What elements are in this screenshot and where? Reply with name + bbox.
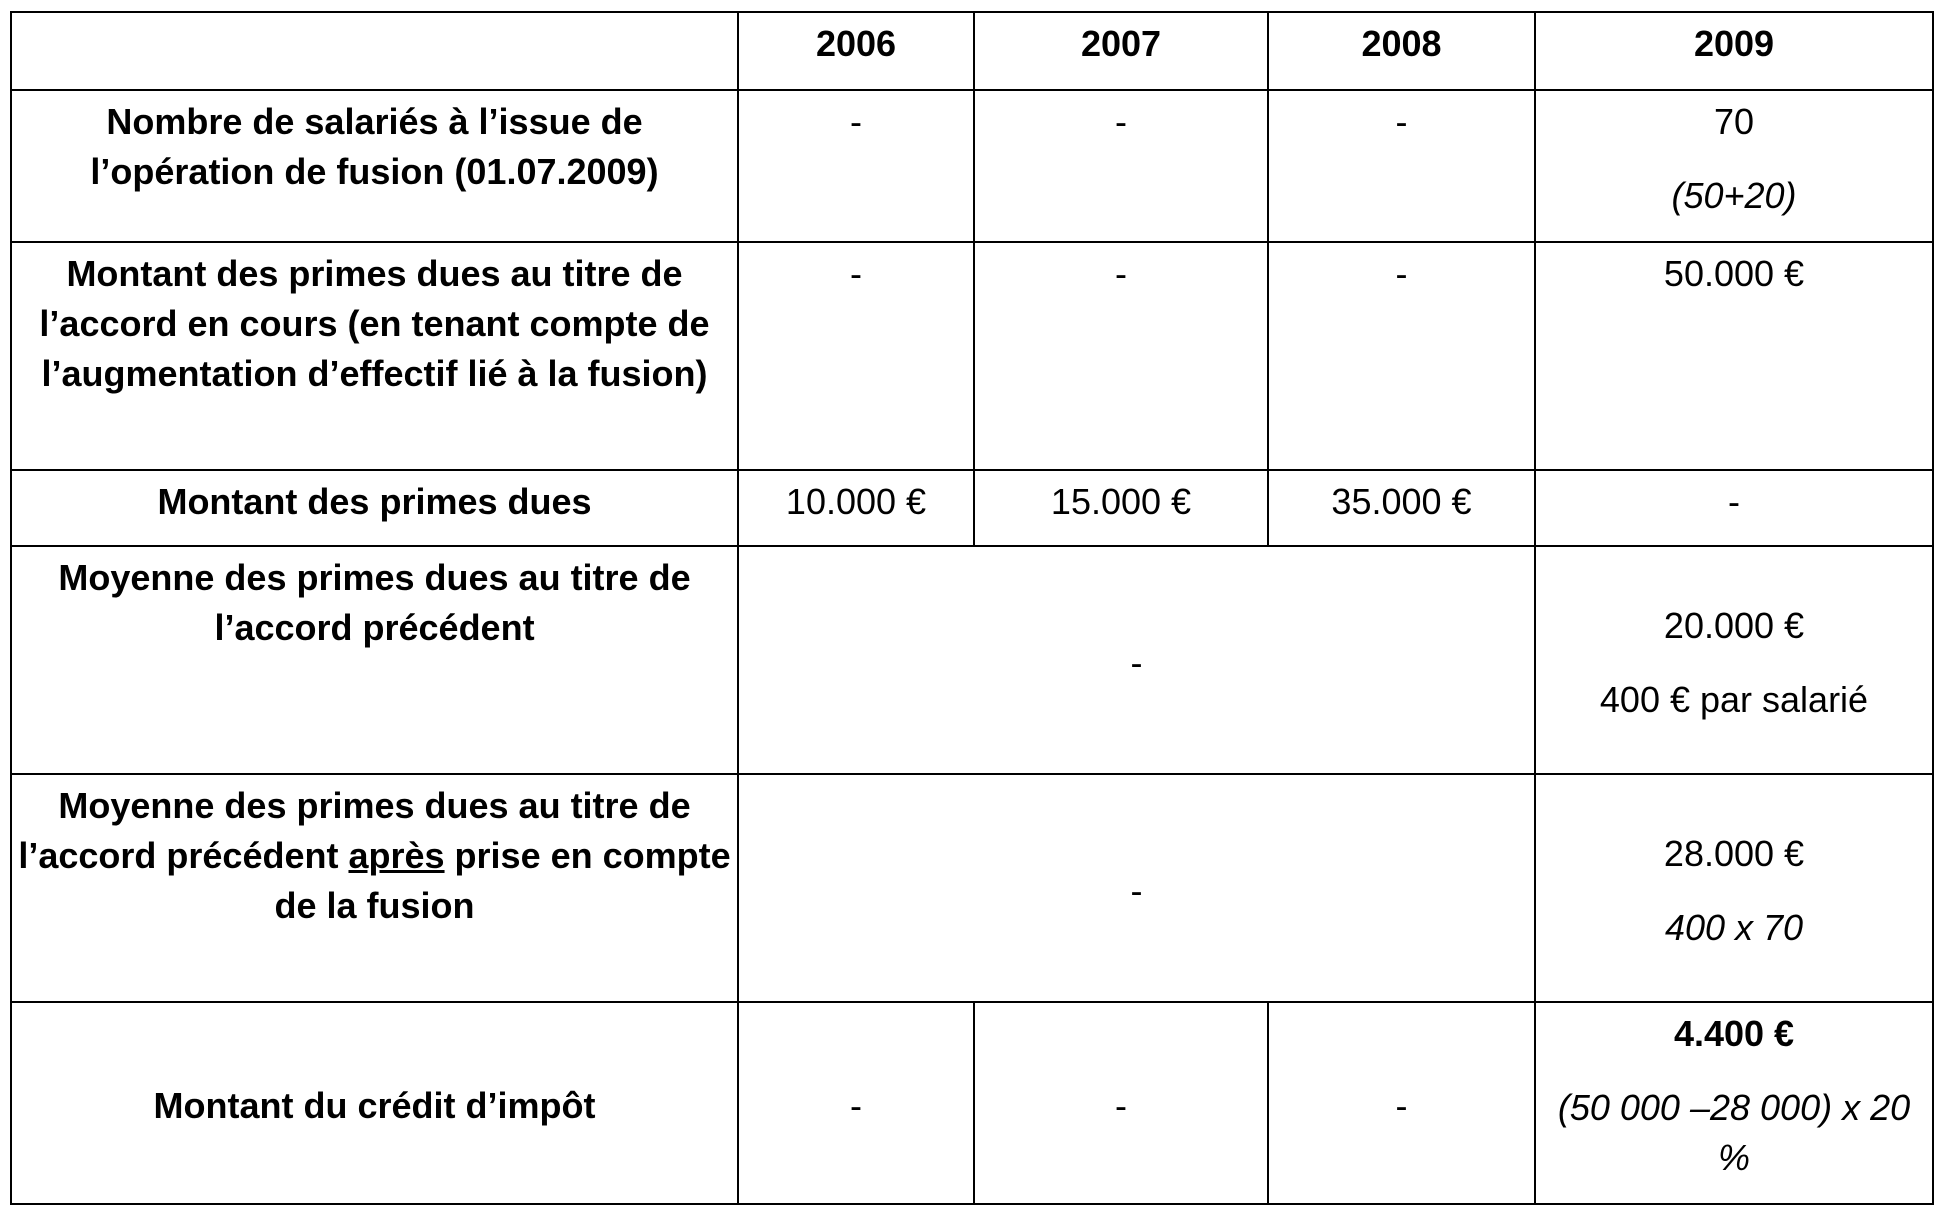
header-year-2006: 2006: [738, 12, 974, 90]
cell-salaries-2008: -: [1268, 90, 1535, 242]
credit-impot-2009-note: (50 000 –28 000) x 20 %: [1557, 1087, 1911, 1178]
row-label-primes-dues: Montant des primes dues: [11, 470, 738, 546]
header-year-2007: 2007: [974, 12, 1268, 90]
row-credit-impot: [11, 1002, 1933, 1204]
cell-salaries-2007: -: [974, 90, 1268, 242]
cell-primes-accord-en-cours-2008: -: [1268, 242, 1535, 470]
moyenne-precedent-2009-note: 400 € par salarié: [1599, 679, 1869, 720]
row-label-moyenne-precedent: Moyenne des primes dues au titre de l’accord précédent: [11, 546, 738, 774]
label-part-1: Moyenne des primes dues au titre de l’accord précédent: [18, 785, 691, 876]
cell-primes-dues-2009: -: [1535, 470, 1933, 546]
credit-impot-2009-value: 4.400 €: [1673, 1013, 1795, 1054]
cell-salaries-2006: -: [738, 90, 974, 242]
cell-credit-impot-2007: -: [974, 1002, 1268, 1204]
cell-moyenne-precedent-2006-2008: -: [738, 546, 1535, 774]
label-underlined-apres: après: [348, 835, 445, 876]
cell-credit-impot-2006: -: [738, 1002, 974, 1204]
row-label-salaries: Nombre de salariés à l’issue de l’opération de fusion (01.07.2009): [11, 90, 738, 242]
moyenne-apres-fusion-2009-note: 400 x 70: [1664, 907, 1804, 948]
salaries-2009-value: 70: [1713, 101, 1755, 142]
cell-credit-impot-2008: -: [1268, 1002, 1535, 1204]
cell-primes-accord-en-cours-2009: 50.000 €: [1535, 242, 1933, 470]
moyenne-precedent-2009-value: 20.000 €: [1663, 605, 1805, 646]
row-salaries: [11, 90, 1933, 242]
cell-credit-impot-2009: [1535, 1002, 1933, 1204]
header-year-2009: 2009: [1535, 12, 1933, 90]
row-label-credit-impot: Montant du crédit d’impôt: [11, 1002, 738, 1204]
cell-primes-dues-2006: 10.000 €: [738, 470, 974, 546]
row-moyenne-apres-fusion: [11, 774, 1933, 1002]
row-primes-dues: [11, 470, 1933, 546]
cell-primes-dues-2007: 15.000 €: [974, 470, 1268, 546]
cell-moyenne-apres-fusion-2006-2008: -: [738, 774, 1535, 1002]
cell-primes-accord-en-cours-2007: -: [974, 242, 1268, 470]
salaries-2009-note: (50+20): [1671, 175, 1797, 216]
cell-primes-dues-2008: 35.000 €: [1268, 470, 1535, 546]
cell-moyenne-apres-fusion-2009: [1535, 774, 1933, 1002]
cell-moyenne-precedent-2009: [1535, 546, 1933, 774]
row-moyenne-precedent: [11, 546, 1933, 774]
row-label-primes-accord-en-cours: Montant des primes dues au titre de l’accord en cours (en tenant compte de l’augmentation d’effectif lié à la fusion): [11, 242, 738, 470]
cell-primes-accord-en-cours-2006: -: [738, 242, 974, 470]
header-row: [11, 12, 1933, 90]
moyenne-apres-fusion-2009-value: 28.000 €: [1663, 833, 1805, 874]
header-empty-cell: [11, 12, 738, 90]
header-year-2008: 2008: [1268, 12, 1535, 90]
credit-impot-table: [10, 11, 1934, 1205]
cell-salaries-2009: [1535, 90, 1933, 242]
row-primes-accord-en-cours: [11, 242, 1933, 470]
label-part-2: prise en compte de la fusion: [274, 835, 731, 926]
row-label-moyenne-apres-fusion: [11, 774, 738, 1002]
